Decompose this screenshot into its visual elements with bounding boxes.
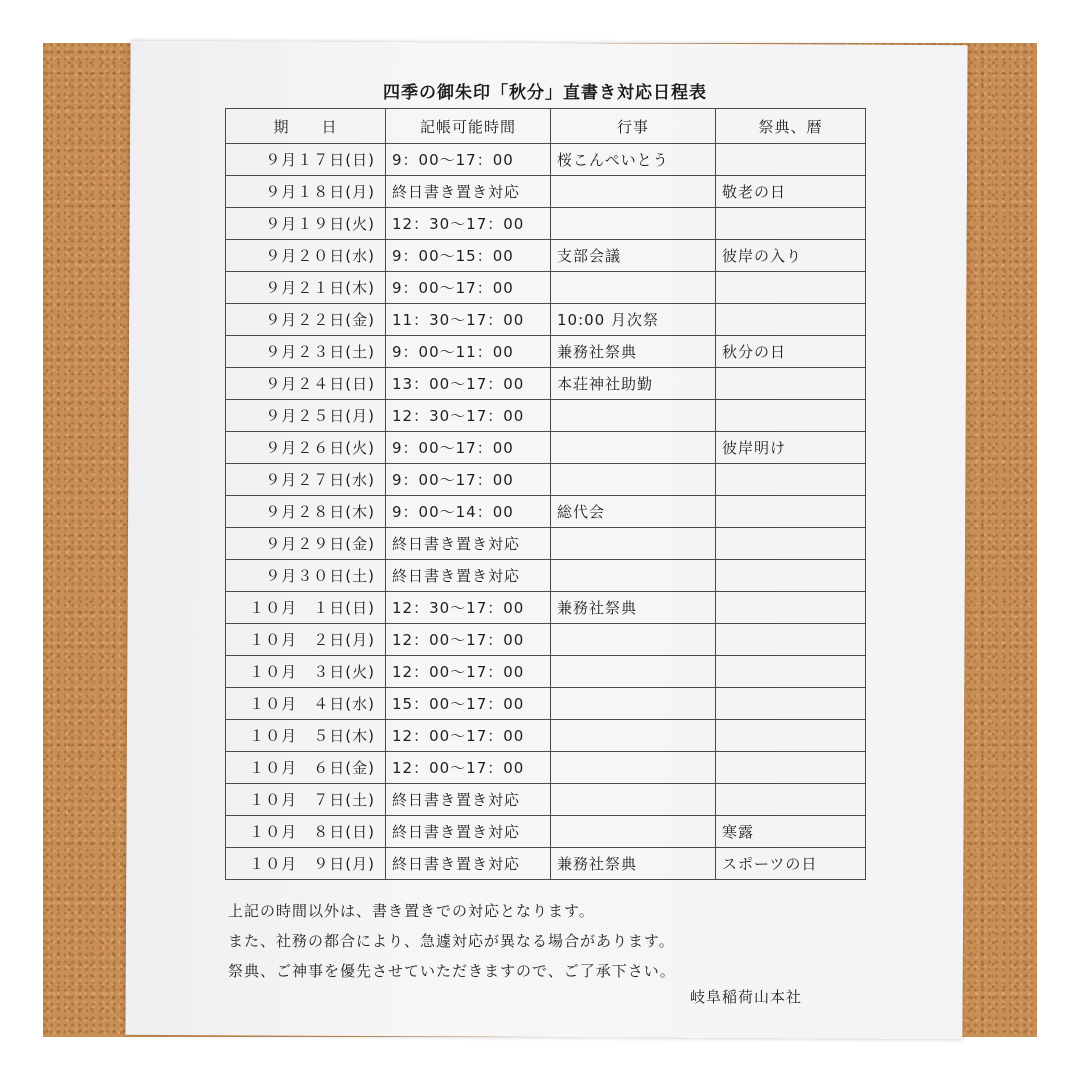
festival-cell [716,720,866,752]
time-cell: 終日書き置き対応 [386,560,551,592]
schedule-table [225,108,866,880]
event-cell [551,816,716,848]
festival-cell [716,208,866,240]
table-row [226,176,866,208]
date-cell: １０月 ８日(日) [226,816,386,848]
festival-cell [716,400,866,432]
event-cell [551,464,716,496]
table-row [226,528,866,560]
time-cell: 9：00〜17：00 [386,432,551,464]
table-row [226,240,866,272]
event-cell: 10:00 月次祭 [551,304,716,336]
festival-cell [716,752,866,784]
table-row [226,656,866,688]
column-header-festival: 祭典、暦 [716,109,866,144]
table-row [226,624,866,656]
date-cell: １０月 ２日(月) [226,624,386,656]
time-cell: 11：30〜17：00 [386,304,551,336]
event-cell [551,720,716,752]
table-row [226,368,866,400]
table-row [226,432,866,464]
event-cell [551,688,716,720]
festival-cell [716,528,866,560]
time-cell: 12：00〜17：00 [386,656,551,688]
date-cell: ９月２５日(月) [226,400,386,432]
festival-cell [716,368,866,400]
festival-cell: 彼岸明け [716,432,866,464]
document-title: 四季の御朱印「秋分」直書き対応日程表 [383,83,707,103]
event-cell [551,560,716,592]
event-cell [551,624,716,656]
event-cell [551,400,716,432]
event-cell: 総代会 [551,496,716,528]
table-row [226,720,866,752]
event-cell: 桜こんぺいとう [551,144,716,176]
event-cell: 兼務社祭典 [551,592,716,624]
event-cell: 兼務社祭典 [551,336,716,368]
date-cell: ９月２７日(水) [226,464,386,496]
festival-cell [716,464,866,496]
column-header-event: 行事 [551,109,716,144]
time-cell: 9：00〜14：00 [386,496,551,528]
note-line: 上記の時間以外は、書き置きでの対応となります。 [228,902,595,920]
time-cell: 9：00〜17：00 [386,464,551,496]
date-cell: ９月２４日(日) [226,368,386,400]
festival-cell [716,304,866,336]
date-cell: ９月２１日(木) [226,272,386,304]
date-cell: １０月 ９日(月) [226,848,386,880]
table-row [226,464,866,496]
table-header-row [226,109,866,144]
festival-cell [716,496,866,528]
time-cell: 12：00〜17：00 [386,720,551,752]
time-cell: 12：30〜17：00 [386,400,551,432]
table-row [226,752,866,784]
date-cell: ９月３０日(土) [226,560,386,592]
table-row [226,208,866,240]
date-cell: １０月 ６日(金) [226,752,386,784]
event-cell [551,784,716,816]
event-cell [551,752,716,784]
time-cell: 終日書き置き対応 [386,784,551,816]
time-cell: 終日書き置き対応 [386,848,551,880]
festival-cell: 彼岸の入り [716,240,866,272]
column-header-date: 期 日 [226,109,386,144]
festival-cell [716,656,866,688]
time-cell: 終日書き置き対応 [386,176,551,208]
event-cell [551,272,716,304]
note-line: また、社務の都合により、急遽対応が異なる場合があります。 [228,932,675,950]
date-cell: ９月１９日(火) [226,208,386,240]
time-cell: 12：30〜17：00 [386,208,551,240]
date-cell: １０月 ７日(土) [226,784,386,816]
festival-cell: 敬老の日 [716,176,866,208]
table-row [226,272,866,304]
festival-cell [716,688,866,720]
festival-cell [716,144,866,176]
table-row [226,848,866,880]
table-row [226,400,866,432]
time-cell: 終日書き置き対応 [386,816,551,848]
table-row [226,496,866,528]
table-row [226,816,866,848]
event-cell [551,208,716,240]
event-cell [551,656,716,688]
table-row [226,304,866,336]
table-row [226,688,866,720]
festival-cell [716,272,866,304]
time-cell: 13：00〜17：00 [386,368,551,400]
time-cell: 終日書き置き対応 [386,528,551,560]
time-cell: 9：00〜15：00 [386,240,551,272]
date-cell: ９月２８日(木) [226,496,386,528]
date-cell: ９月１７日(日) [226,144,386,176]
schedule-body [226,144,866,880]
table-row [226,336,866,368]
date-cell: ９月２０日(水) [226,240,386,272]
event-cell [551,528,716,560]
table-row [226,592,866,624]
column-header-time: 記帳可能時間 [386,109,551,144]
event-cell: 本荘神社助勤 [551,368,716,400]
time-cell: 9：00〜17：00 [386,272,551,304]
time-cell: 9：00〜17：00 [386,144,551,176]
event-cell [551,176,716,208]
table-row [226,560,866,592]
time-cell: 15：00〜17：00 [386,688,551,720]
festival-cell: 秋分の日 [716,336,866,368]
time-cell: 9：00〜11：00 [386,336,551,368]
event-cell [551,432,716,464]
notes-block [228,896,828,986]
time-cell: 12：00〜17：00 [386,752,551,784]
time-cell: 12：30〜17：00 [386,592,551,624]
festival-cell: 寒露 [716,816,866,848]
time-cell: 12：00〜17：00 [386,624,551,656]
date-cell: ９月２３日(土) [226,336,386,368]
date-cell: ９月２６日(火) [226,432,386,464]
table-row [226,144,866,176]
table-row [226,784,866,816]
date-cell: ９月１８日(月) [226,176,386,208]
festival-cell [716,592,866,624]
event-cell: 支部会議 [551,240,716,272]
festival-cell [716,560,866,592]
date-cell: １０月 ５日(木) [226,720,386,752]
festival-cell [716,784,866,816]
festival-cell: スポーツの日 [716,848,866,880]
event-cell: 兼務社祭典 [551,848,716,880]
date-cell: １０月 １日(日) [226,592,386,624]
shrine-signature: 岐阜稲荷山本社 [690,988,803,1006]
festival-cell [716,624,866,656]
date-cell: １０月 ４日(水) [226,688,386,720]
date-cell: ９月２９日(金) [226,528,386,560]
date-cell: ９月２２日(金) [226,304,386,336]
date-cell: １０月 ３日(火) [226,656,386,688]
note-line: 祭典、ご神事を優先させていただきますので、ご了承下さい。 [228,962,676,980]
